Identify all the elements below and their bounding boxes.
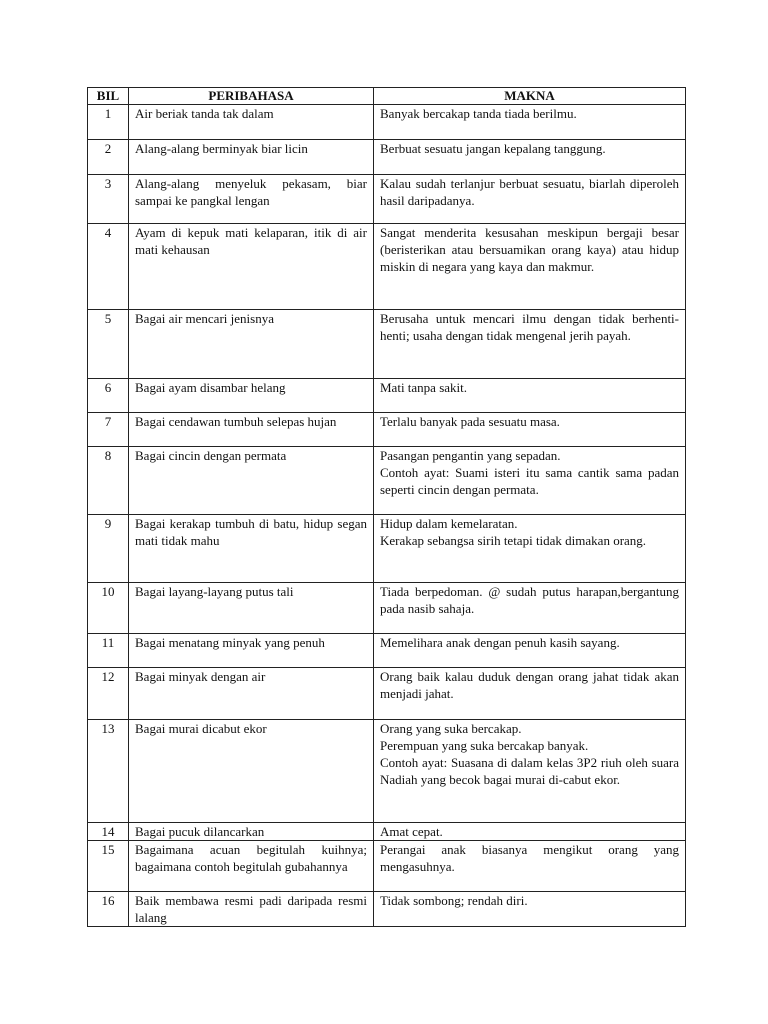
row-peribahasa: Bagai layang-layang putus tali — [129, 583, 374, 634]
row-peribahasa: Air beriak tanda tak dalam — [129, 105, 374, 140]
row-peribahasa: Bagai kerakap tumbuh di batu, hidup segan mati tidak mahu — [129, 515, 374, 583]
row-peribahasa: Bagai air mencari jenisnya — [129, 310, 374, 379]
makna-line: Hidup dalam kemelaratan. — [380, 516, 518, 531]
row-bil: 15 — [88, 841, 129, 892]
makna-line: Kerakap sebangsa sirih tetapi tidak dimakan orang. — [380, 533, 647, 548]
table-row — [88, 515, 686, 583]
row-peribahasa: Bagai pucuk dilancarkan — [129, 823, 374, 841]
row-bil: 11 — [88, 634, 129, 668]
row-peribahasa: Bagai murai dicabut ekor — [129, 720, 374, 823]
row-bil: 10 — [88, 583, 129, 634]
table-row — [88, 841, 686, 892]
row-makna — [374, 447, 686, 515]
table-row — [88, 224, 686, 310]
table-row — [88, 379, 686, 413]
row-bil: 2 — [88, 140, 129, 175]
table-row — [88, 447, 686, 515]
makna-line: Contoh ayat: Suasana di dalam kelas 3P2 riuh oleh suara Nadiah yang becok bagai murai di-cabut ekor. — [380, 755, 679, 787]
makna-line: Pasangan pengantin yang sepadan. — [380, 448, 561, 463]
row-peribahasa: Bagaimana acuan begitulah kuihnya; bagaimana contoh begitulah gubahannya — [129, 841, 374, 892]
row-bil: 8 — [88, 447, 129, 515]
row-makna — [374, 720, 686, 823]
table-row — [88, 892, 686, 927]
row-makna: Perangai anak biasanya mengikut orang yang mengasuhnya. — [374, 841, 686, 892]
table-row — [88, 720, 686, 823]
row-makna: Mati tanpa sakit. — [374, 379, 686, 413]
makna-line: Contoh ayat: Suami isteri itu sama cantik sama padan seperti cincin dengan permata. — [380, 465, 679, 497]
makna-line: Orang yang suka bercakap. — [380, 721, 522, 736]
header-peribahasa: PERIBAHASA — [129, 88, 374, 105]
row-peribahasa: Bagai ayam disambar helang — [129, 379, 374, 413]
row-peribahasa: Baik membawa resmi padi daripada resmi lalang — [129, 892, 374, 927]
row-bil: 12 — [88, 668, 129, 720]
row-makna: Tiada berpedoman. @ sudah putus harapan,bergantung pada nasib sahaja. — [374, 583, 686, 634]
row-makna — [374, 515, 686, 583]
row-makna: Memelihara anak dengan penuh kasih sayang. — [374, 634, 686, 668]
row-makna: Terlalu banyak pada sesuatu masa. — [374, 413, 686, 447]
row-peribahasa: Ayam di kepuk mati kelaparan, itik di air mati kehausan — [129, 224, 374, 310]
row-makna: Banyak bercakap tanda tiada berilmu. — [374, 105, 686, 140]
row-bil: 4 — [88, 224, 129, 310]
row-bil: 7 — [88, 413, 129, 447]
table-row — [88, 310, 686, 379]
row-bil: 13 — [88, 720, 129, 823]
row-bil: 9 — [88, 515, 129, 583]
header-makna: MAKNA — [374, 88, 686, 105]
table-row — [88, 668, 686, 720]
table-row — [88, 634, 686, 668]
row-bil: 5 — [88, 310, 129, 379]
table-header-row — [88, 88, 686, 105]
row-peribahasa: Bagai cincin dengan permata — [129, 447, 374, 515]
table-row — [88, 105, 686, 140]
makna-line: Perempuan yang suka bercakap banyak. — [380, 738, 589, 753]
row-peribahasa: Bagai minyak dengan air — [129, 668, 374, 720]
row-makna: Berbuat sesuatu jangan kepalang tanggung. — [374, 140, 686, 175]
row-makna: Orang baik kalau duduk dengan orang jahat tidak akan menjadi jahat. — [374, 668, 686, 720]
row-makna: Kalau sudah terlanjur berbuat sesuatu, biarlah diperoleh hasil daripadanya. — [374, 175, 686, 224]
row-peribahasa: Bagai cendawan tumbuh selepas hujan — [129, 413, 374, 447]
row-bil: 14 — [88, 823, 129, 841]
row-peribahasa: Bagai menatang minyak yang penuh — [129, 634, 374, 668]
peribahasa-table — [87, 87, 686, 927]
row-bil: 3 — [88, 175, 129, 224]
row-makna: Berusaha untuk mencari ilmu dengan tidak berhenti-henti; usaha dengan tidak mengenal jerih payah. — [374, 310, 686, 379]
table-row — [88, 140, 686, 175]
table-row — [88, 823, 686, 841]
table-row — [88, 413, 686, 447]
row-bil: 1 — [88, 105, 129, 140]
row-peribahasa: Alang-alang berminyak biar licin — [129, 140, 374, 175]
row-makna: Tidak sombong; rendah diri. — [374, 892, 686, 927]
row-peribahasa: Alang-alang menyeluk pekasam, biar sampai ke pangkal lengan — [129, 175, 374, 224]
row-makna: Sangat menderita kesusahan meskipun bergaji besar (beristerikan atau bersuamikan orang kaya) atau hidup miskin di negara yang kaya dan makmur. — [374, 224, 686, 310]
table-row — [88, 175, 686, 224]
row-bil: 16 — [88, 892, 129, 927]
header-bil: BIL — [88, 88, 129, 105]
row-bil: 6 — [88, 379, 129, 413]
row-makna: Amat cepat. — [374, 823, 686, 841]
table-row — [88, 583, 686, 634]
